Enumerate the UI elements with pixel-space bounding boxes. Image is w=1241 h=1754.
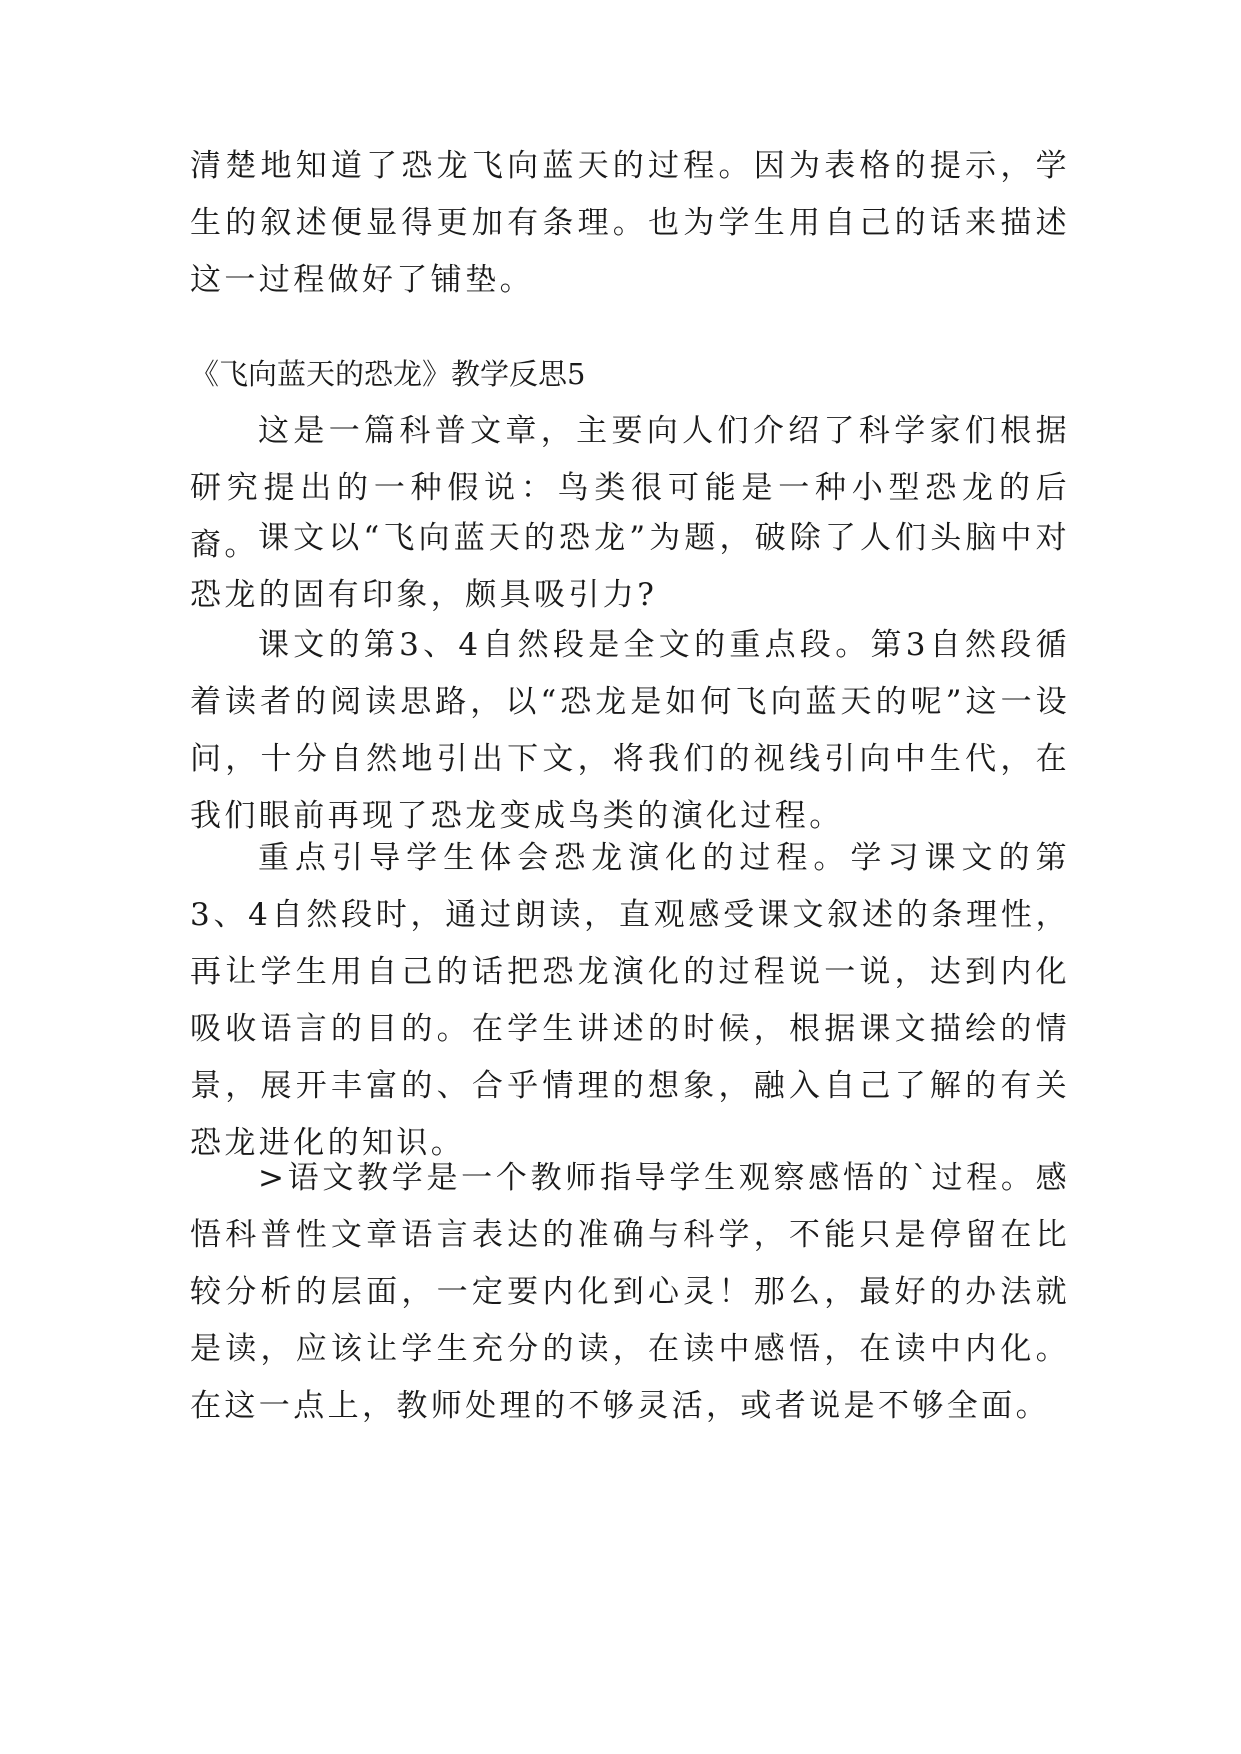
paragraph-teaching-focus: 重点引导学生体会恐龙演化的过程。学习课文的第3、4自然段时，通过朗读，直观感受课文叙述的条理性，再让学生用自己的话把恐龙演化的过程说一说，达到内化吸收语言的目的。在学生讲述的时候，根据课文描绘的情景，展开丰富的、合乎情理的想象，融入自己了解的有关恐龙进化的知识。: [190, 840, 1070, 1161]
paragraph-intro: 这是一篇科普文章，主要向人们介绍了科学家们根据研究提出的一种假说：鸟类很可能是一种小型恐龙的后裔。: [190, 413, 1070, 563]
paragraph-reflection: >语文教学是一个教师指导学生观察感悟的`过程。感悟科普性文章语言表达的准确与科学，不能只是停留在比较分析的层面，一定要内化到心灵！那么，最好的办法就是读，应该让学生充分的读，在读中感悟，在读中内化。在这一点上，教师处理的不够灵活，或者说是不够全面。: [190, 1160, 1070, 1424]
section-title: 《飞向蓝天的恐龙》教学反思5: [190, 357, 586, 391]
paragraph-key-sections: 课文的第3、4自然段是全文的重点段。第3自然段循着读者的阅读思路，以“恐龙是如何飞向蓝天的呢”这一设问，十分自然地引出下文，将我们的视线引向中生代，在我们眼前再现了恐龙变成鸟类的演化过程。: [190, 627, 1070, 834]
paragraph-title-analysis: 课文以“飞向蓝天的恐龙”为题，破除了人们头脑中对恐龙的固有印象，颇具吸引力?: [190, 520, 1070, 613]
continuation-paragraph: 清楚地知道了恐龙飞向蓝天的过程。因为表格的提示，学生的叙述便显得更加有条理。也为学生用自己的话来描述这一过程做好了铺垫。: [190, 148, 1070, 298]
